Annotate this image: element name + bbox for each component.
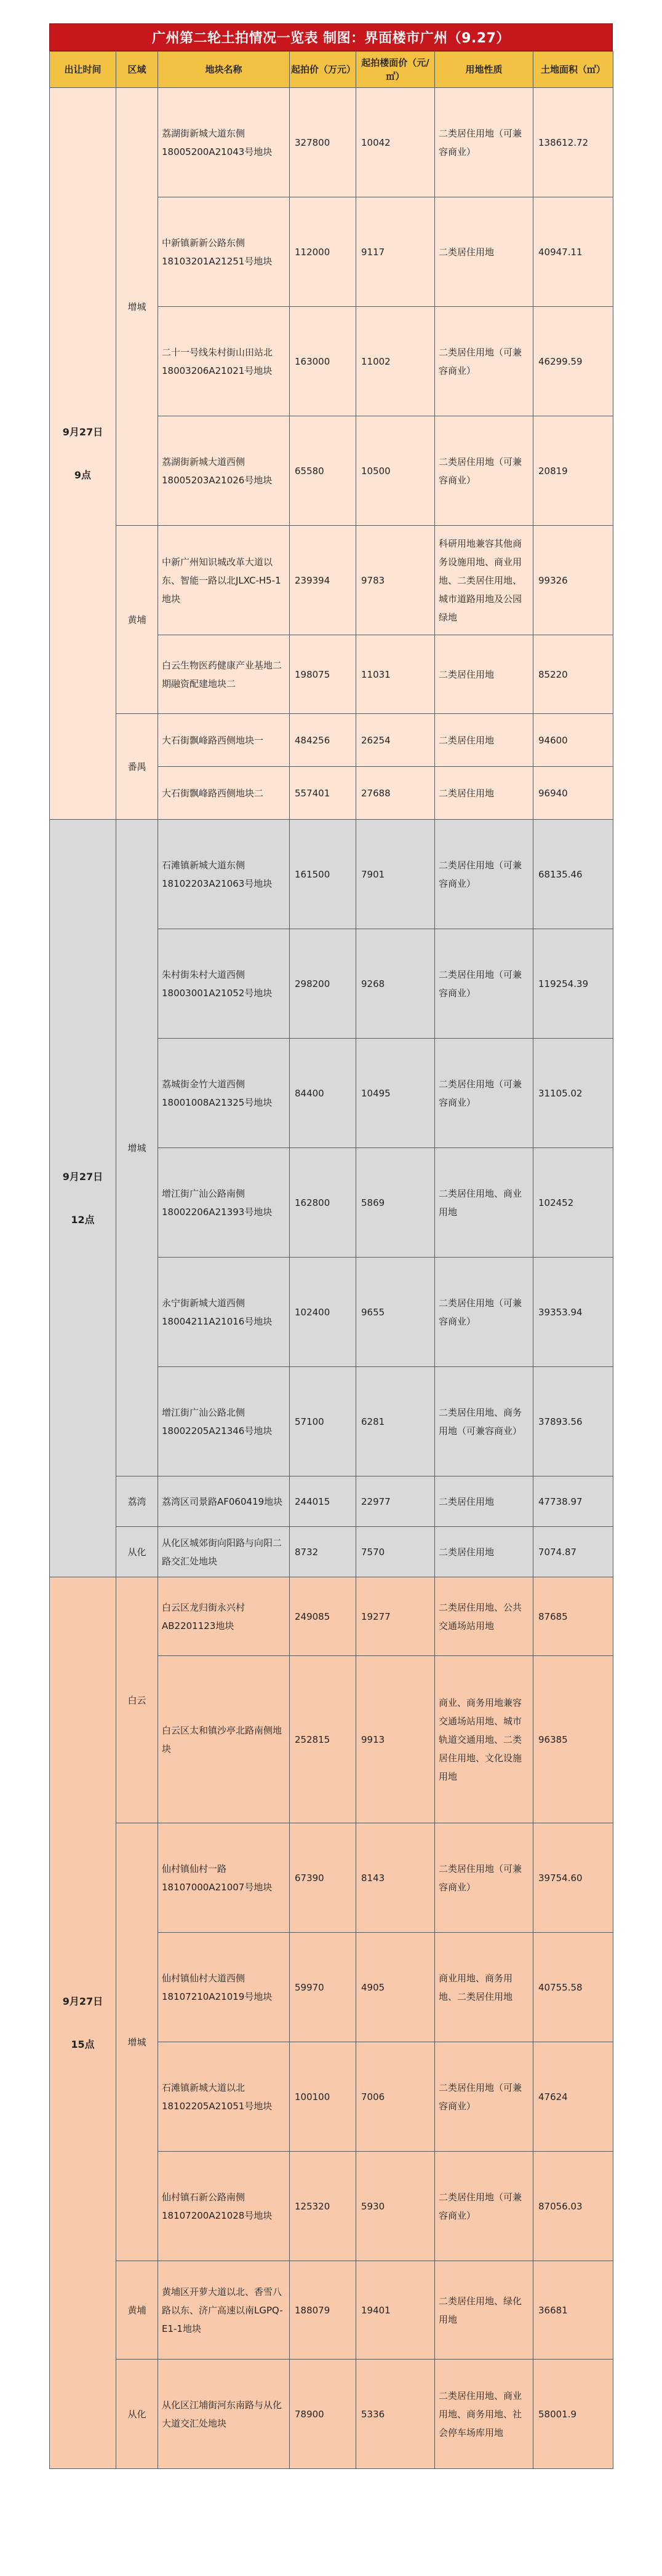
table-row bbox=[50, 1577, 613, 1656]
parcel-name-cell: 朱村街朱村大道西侧18003001A21052号地块 bbox=[158, 929, 290, 1039]
table-row bbox=[50, 1823, 613, 1933]
auction-date: 9月27日 bbox=[62, 1170, 103, 1183]
usage-cell: 二类居住用地（可兼容商业） bbox=[435, 2042, 533, 2152]
floor-price-cell: 9268 bbox=[356, 929, 435, 1039]
start-price-cell: 249085 bbox=[290, 1577, 356, 1656]
start-price-cell: 244015 bbox=[290, 1476, 356, 1527]
table-row bbox=[50, 820, 613, 929]
parcel-name-cell: 大石街飘峰路西侧地块二 bbox=[158, 767, 290, 820]
area-cell: 20819 bbox=[533, 416, 613, 526]
floor-price-cell: 10042 bbox=[356, 88, 435, 197]
parcel-name-cell: 荔湖街新城大道东侧18005200A21043号地块 bbox=[158, 88, 290, 197]
start-price-cell: 163000 bbox=[290, 307, 356, 416]
usage-cell: 二类居住用地 bbox=[435, 767, 533, 820]
area-cell: 94600 bbox=[533, 714, 613, 767]
time-cell bbox=[50, 1577, 116, 2469]
usage-cell: 二类居住用地（可兼容商业） bbox=[435, 1039, 533, 1148]
floor-price-cell: 5869 bbox=[356, 1148, 435, 1258]
floor-price-cell: 10495 bbox=[356, 1039, 435, 1148]
start-price-cell: 188079 bbox=[290, 2261, 356, 2360]
header-usage: 用地性质 bbox=[435, 52, 533, 88]
district-cell: 番禺 bbox=[116, 714, 158, 820]
area-cell: 68135.46 bbox=[533, 820, 613, 929]
district-cell: 黄埔 bbox=[116, 526, 158, 714]
parcel-name-cell: 石滩镇新城大道东侧18102203A21063号地块 bbox=[158, 820, 290, 929]
area-cell: 47624 bbox=[533, 2042, 613, 2152]
start-price-cell: 65580 bbox=[290, 416, 356, 526]
parcel-name-cell: 从化区城郊街向阳路与向阳二路交汇处地块 bbox=[158, 1527, 290, 1577]
table-row bbox=[50, 88, 613, 197]
area-cell: 47738.97 bbox=[533, 1476, 613, 1527]
start-price-cell: 67390 bbox=[290, 1823, 356, 1933]
area-cell: 39353.94 bbox=[533, 1258, 613, 1367]
start-price-cell: 57100 bbox=[290, 1367, 356, 1476]
auction-hour: 12点 bbox=[71, 1213, 95, 1226]
floor-price-cell: 5336 bbox=[356, 2360, 435, 2469]
floor-price-cell: 8143 bbox=[356, 1823, 435, 1933]
area-cell: 39754.60 bbox=[533, 1823, 613, 1933]
usage-cell: 二类居住用地（可兼容商业） bbox=[435, 820, 533, 929]
header-time: 出让时间 bbox=[50, 52, 116, 88]
start-price-cell: 557401 bbox=[290, 767, 356, 820]
start-price-cell: 239394 bbox=[290, 526, 356, 635]
parcel-name-cell: 荔城街金竹大道西侧18001008A21325号地块 bbox=[158, 1039, 290, 1148]
parcel-name-cell: 大石街飘峰路西侧地块一 bbox=[158, 714, 290, 767]
start-price-cell: 198075 bbox=[290, 635, 356, 714]
floor-price-cell: 19401 bbox=[356, 2261, 435, 2360]
area-cell: 31105.02 bbox=[533, 1039, 613, 1148]
usage-cell: 二类居住用地（可兼容商业） bbox=[435, 307, 533, 416]
start-price-cell: 161500 bbox=[290, 820, 356, 929]
floor-price-cell: 26254 bbox=[356, 714, 435, 767]
area-cell: 36681 bbox=[533, 2261, 613, 2360]
area-cell: 138612.72 bbox=[533, 88, 613, 197]
land-auction-table-wrap bbox=[49, 23, 613, 2469]
district-cell: 增城 bbox=[116, 820, 158, 1476]
usage-cell: 二类居住用地 bbox=[435, 197, 533, 307]
parcel-name-cell: 仙村镇石新公路南侧18107200A21028号地块 bbox=[158, 2152, 290, 2261]
time-cell bbox=[50, 820, 116, 1577]
usage-cell: 二类居住用地、商业用地、商务用地、社会停车场库用地 bbox=[435, 2360, 533, 2469]
district-cell: 黄埔 bbox=[116, 2261, 158, 2360]
auction-hour: 15点 bbox=[71, 2038, 95, 2050]
parcel-name-cell: 石滩镇新城大道以北18102205A21051号地块 bbox=[158, 2042, 290, 2152]
floor-price-cell: 7006 bbox=[356, 2042, 435, 2152]
parcel-name-cell: 荔湾区司景路AF060419地块 bbox=[158, 1476, 290, 1527]
area-cell: 99326 bbox=[533, 526, 613, 635]
start-price-cell: 112000 bbox=[290, 197, 356, 307]
parcel-name-cell: 中新广州知识城改革大道以东、智能一路以北JLXC-H5-1地块 bbox=[158, 526, 290, 635]
table-title: 广州第二轮土拍情况一览表 制图：界面楼市广州（9.27） bbox=[49, 23, 613, 51]
table-row bbox=[50, 1476, 613, 1527]
floor-price-cell: 22977 bbox=[356, 1476, 435, 1527]
floor-price-cell: 9783 bbox=[356, 526, 435, 635]
floor-price-cell: 10500 bbox=[356, 416, 435, 526]
start-price-cell: 59970 bbox=[290, 1933, 356, 2042]
parcel-name-cell: 白云区龙归街永兴村AB2201123地块 bbox=[158, 1577, 290, 1656]
area-cell: 96385 bbox=[533, 1656, 613, 1823]
parcel-name-cell: 仙村镇仙村大道西侧18107210A21019号地块 bbox=[158, 1933, 290, 2042]
area-cell: 96940 bbox=[533, 767, 613, 820]
start-price-cell: 327800 bbox=[290, 88, 356, 197]
start-price-cell: 484256 bbox=[290, 714, 356, 767]
start-price-cell: 78900 bbox=[290, 2360, 356, 2469]
floor-price-cell: 7570 bbox=[356, 1527, 435, 1577]
floor-price-cell: 9117 bbox=[356, 197, 435, 307]
time-cell bbox=[50, 88, 116, 820]
floor-price-cell: 4905 bbox=[356, 1933, 435, 2042]
usage-cell: 二类居住用地（可兼容商业） bbox=[435, 416, 533, 526]
district-cell: 白云 bbox=[116, 1577, 158, 1823]
start-price-cell: 8732 bbox=[290, 1527, 356, 1577]
parcel-name-cell: 荔湖街新城大道西侧18005203A21026号地块 bbox=[158, 416, 290, 526]
header-district: 区域 bbox=[116, 52, 158, 88]
floor-price-cell: 9655 bbox=[356, 1258, 435, 1367]
area-cell: 58001.9 bbox=[533, 2360, 613, 2469]
area-cell: 46299.59 bbox=[533, 307, 613, 416]
floor-price-cell: 19277 bbox=[356, 1577, 435, 1656]
start-price-cell: 102400 bbox=[290, 1258, 356, 1367]
usage-cell: 二类居住用地、公共交通场站用地 bbox=[435, 1577, 533, 1656]
floor-price-cell: 27688 bbox=[356, 767, 435, 820]
table-row bbox=[50, 2261, 613, 2360]
area-cell: 119254.39 bbox=[533, 929, 613, 1039]
usage-cell: 二类居住用地（可兼容商业） bbox=[435, 1258, 533, 1367]
floor-price-cell: 7901 bbox=[356, 820, 435, 929]
start-price-cell: 298200 bbox=[290, 929, 356, 1039]
district-cell: 增城 bbox=[116, 1823, 158, 2261]
district-cell: 荔湾 bbox=[116, 1476, 158, 1527]
usage-cell: 商业、商务用地兼容交通场站用地、城市轨道交通用地、二类居住用地、文化设施用地 bbox=[435, 1656, 533, 1823]
parcel-name-cell: 二十一号线朱村街山田站北18003206A21021号地块 bbox=[158, 307, 290, 416]
table-row bbox=[50, 526, 613, 635]
parcel-name-cell: 黄埔区开萝大道以北、香雪八路以东、济广高速以南LGPQ-E1-1地块 bbox=[158, 2261, 290, 2360]
header-area: 土地面积（㎡） bbox=[533, 52, 613, 88]
usage-cell: 二类居住用地、商业用地 bbox=[435, 1148, 533, 1258]
land-auction-table bbox=[49, 51, 613, 2469]
start-price-cell: 100100 bbox=[290, 2042, 356, 2152]
header-start-price: 起拍价（万元） bbox=[290, 52, 356, 88]
usage-cell: 二类居住用地（可兼容商业） bbox=[435, 2152, 533, 2261]
start-price-cell: 84400 bbox=[290, 1039, 356, 1148]
parcel-name-cell: 增江街广汕公路北侧18002205A21346号地块 bbox=[158, 1367, 290, 1476]
floor-price-cell: 11002 bbox=[356, 307, 435, 416]
parcel-name-cell: 永宁街新城大道西侧18004211A21016号地块 bbox=[158, 1258, 290, 1367]
area-cell: 87056.03 bbox=[533, 2152, 613, 2261]
header-floor-price: 起拍楼面价（元/㎡） bbox=[356, 52, 435, 88]
start-price-cell: 252815 bbox=[290, 1656, 356, 1823]
auction-hour: 9点 bbox=[74, 469, 92, 481]
auction-date: 9月27日 bbox=[62, 426, 103, 438]
usage-cell: 二类居住用地、绿化用地 bbox=[435, 2261, 533, 2360]
parcel-name-cell: 白云区太和镇沙亭北路南侧地块 bbox=[158, 1656, 290, 1823]
usage-cell: 二类居住用地、商务用地（可兼容商业） bbox=[435, 1367, 533, 1476]
parcel-name-cell: 中新镇新新公路东侧18103201A21251号地块 bbox=[158, 197, 290, 307]
usage-cell: 二类居住用地（可兼容商业） bbox=[435, 929, 533, 1039]
floor-price-cell: 6281 bbox=[356, 1367, 435, 1476]
parcel-name-cell: 白云生物医药健康产业基地二期融资配建地块二 bbox=[158, 635, 290, 714]
area-cell: 87685 bbox=[533, 1577, 613, 1656]
area-cell: 7074.87 bbox=[533, 1527, 613, 1577]
usage-cell: 二类居住用地（可兼容商业） bbox=[435, 1823, 533, 1933]
parcel-name-cell: 增江街广汕公路南侧18002206A21393号地块 bbox=[158, 1148, 290, 1258]
area-cell: 102452 bbox=[533, 1148, 613, 1258]
start-price-cell: 162800 bbox=[290, 1148, 356, 1258]
usage-cell: 二类居住用地 bbox=[435, 714, 533, 767]
usage-cell: 二类居住用地（可兼容商业） bbox=[435, 88, 533, 197]
area-cell: 40947.11 bbox=[533, 197, 613, 307]
floor-price-cell: 5930 bbox=[356, 2152, 435, 2261]
area-cell: 40755.58 bbox=[533, 1933, 613, 2042]
table-row bbox=[50, 1527, 613, 1577]
district-cell: 增城 bbox=[116, 88, 158, 526]
table-body bbox=[50, 88, 613, 2469]
usage-cell: 商业用地、商务用地、二类居住用地 bbox=[435, 1933, 533, 2042]
usage-cell: 二类居住用地 bbox=[435, 1476, 533, 1527]
district-cell: 从化 bbox=[116, 1527, 158, 1577]
header-parcel: 地块名称 bbox=[158, 52, 290, 88]
table-row bbox=[50, 2360, 613, 2469]
start-price-cell: 125320 bbox=[290, 2152, 356, 2261]
floor-price-cell: 9913 bbox=[356, 1656, 435, 1823]
parcel-name-cell: 从化区江埔街河东南路与从化大道交汇处地块 bbox=[158, 2360, 290, 2469]
auction-date: 9月27日 bbox=[62, 1995, 103, 2007]
area-cell: 85220 bbox=[533, 635, 613, 714]
table-row bbox=[50, 714, 613, 767]
parcel-name-cell: 仙村镇仙村一路18107000A21007号地块 bbox=[158, 1823, 290, 1933]
usage-cell: 二类居住用地 bbox=[435, 635, 533, 714]
district-cell: 从化 bbox=[116, 2360, 158, 2469]
area-cell: 37893.56 bbox=[533, 1367, 613, 1476]
header-row bbox=[50, 52, 613, 88]
floor-price-cell: 11031 bbox=[356, 635, 435, 714]
usage-cell: 二类居住用地 bbox=[435, 1527, 533, 1577]
usage-cell: 科研用地兼容其他商务设施用地、商业用地、二类居住用地、城市道路用地及公园绿地 bbox=[435, 526, 533, 635]
